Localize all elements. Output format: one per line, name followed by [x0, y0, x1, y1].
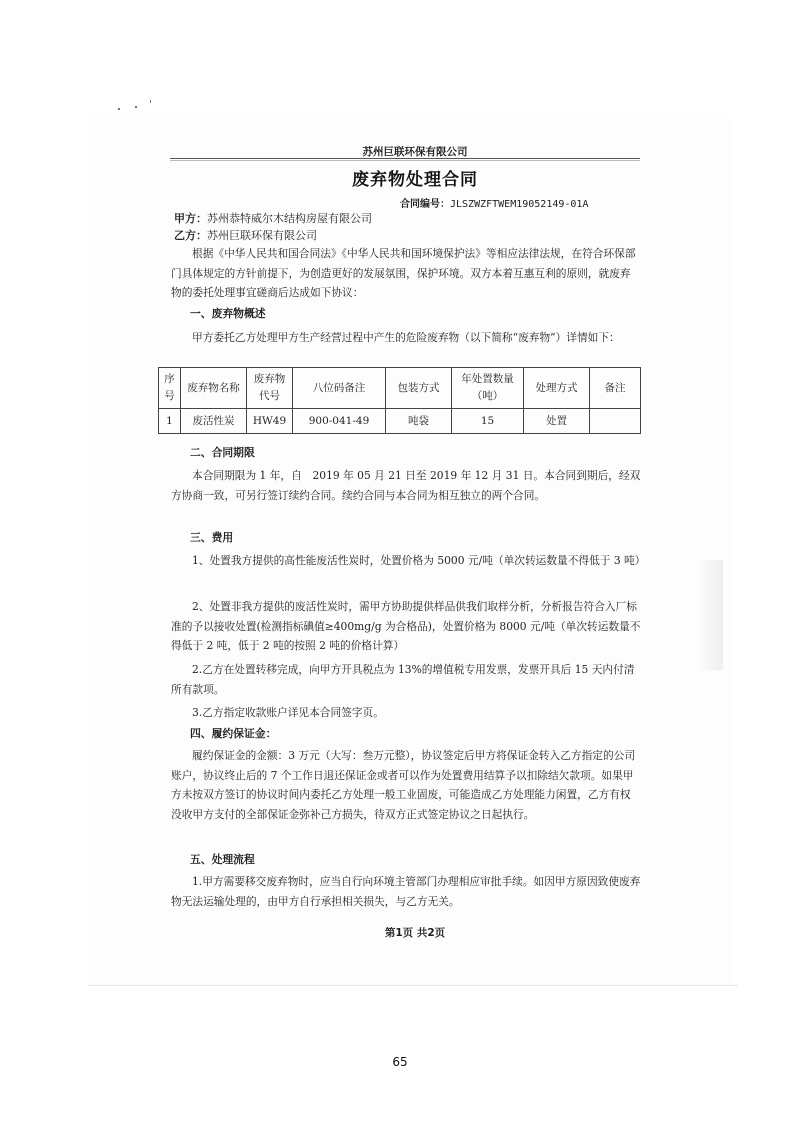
- table-header-cell: 八位码备注: [293, 368, 386, 409]
- party-a-name: 苏州恭特威尔木结构房屋有限公司: [207, 212, 372, 225]
- intro-paragraph: 根据《中华人民共和国合同法》《中华人民共和国环境保护法》等相应法律法规，在符合环保部门具体规定的方针前提下，为创造更好的发展氛围，保护环境。双方本着互惠互利的原则，就废弃物的委托处理事宜磋商后达成如下协议：: [171, 247, 636, 300]
- section-3-para-4: 3.乙方指定收款账户详见本合同签字页。: [192, 706, 384, 719]
- waste-table: [158, 367, 641, 434]
- table-row: [159, 409, 641, 434]
- contract-number: [400, 195, 588, 210]
- company-header: 苏州巨联环保有限公司: [362, 146, 468, 158]
- table-cell: HW49: [247, 409, 293, 434]
- header-rule: [170, 158, 640, 161]
- table-cell: 废活性炭: [181, 409, 247, 434]
- party-b-label: 乙方：: [174, 229, 207, 242]
- table-header-cell: 废弃物名称: [181, 368, 247, 409]
- table-header-cell: 备注: [590, 368, 641, 409]
- page-indicator: 第1页 共2页: [384, 927, 446, 939]
- scan-speck: [135, 106, 137, 108]
- party-a: [174, 210, 372, 226]
- section-1-title: 一、废弃物概述: [190, 307, 266, 320]
- section-3-title: 三、费用: [190, 531, 234, 544]
- table-cell: 15: [452, 409, 524, 434]
- table-header-cell: 处理方式: [524, 368, 590, 409]
- document-title: 废弃物处理合同: [352, 170, 478, 190]
- table-header-cell: 包装方式: [386, 368, 452, 409]
- table-cell: 处置: [524, 409, 590, 434]
- scan-edge-line: [88, 985, 738, 986]
- scan-shadow: [697, 560, 723, 670]
- table-header-cell: 废弃物代号: [247, 368, 293, 409]
- scan-speck: [118, 108, 120, 110]
- section-2-title: 二、合同期限: [190, 446, 255, 459]
- contract-number-label: 合同编号：: [400, 199, 450, 210]
- table-header-cell: 序号: [159, 368, 181, 409]
- page-number: 65: [392, 1055, 408, 1069]
- section-4-text: 履约保证金的金额：3 万元（大写：叁万元整），协议签定后甲方将保证金转入乙方指定的公司账户，协议终止后的 7 个工作日退还保证金或者可以作为处置费用结算予以扣除结欠款项。如果甲方未按双方签订的协议时间内委托乙方处理一般工业固废，可能造成乙方处理能力闲置，乙方有权没收甲方支付的全部保证金弥补己方损失，待双方正式签定协议之日起执行。: [171, 749, 636, 821]
- section-3-para-2: 2、处置非我方提供的废活性炭时，需甲方协助提供样品供我们取样分析，分析报告符合入厂标准的予以接收处置(检测指标碘值≥400mg/g 为合格品)，处置价格为 8000 元/吨（单次转运数量不得低于 2 吨，低于 2 吨的按照 2 吨的价格计算）: [171, 600, 641, 653]
- party-b: [174, 227, 317, 243]
- section-4-title: 四、履约保证金：: [190, 727, 277, 740]
- section-5-text: 1.甲方需要移交废弃物时，应当自行向环境主管部门办理相应审批手续。如因甲方原因致使废弃物无法运输处理的，由甲方自行承担相关损失，与乙方无关。: [171, 875, 641, 908]
- section-1-text: 甲方委托乙方处理甲方生产经营过程中产生的危险废弃物（以下简称“废弃物”）详情如下：: [192, 331, 620, 344]
- contract-number-value: JLSZWZFTWEM19052149-01A: [450, 199, 589, 210]
- scan-speck: [150, 100, 151, 103]
- party-a-label: 甲方：: [174, 212, 207, 225]
- table-cell: 900-041-49: [293, 409, 386, 434]
- section-3-para-3: 2.乙方在处置转移完成，向甲方开具税点为 13%的增值税专用发票，发票开具后 15 天内付清所有款项。: [171, 663, 635, 696]
- table-header-cell: 年处置数量（吨）: [452, 368, 524, 409]
- section-5-title: 五、处理流程: [190, 853, 255, 866]
- party-b-name: 苏州巨联环保有限公司: [207, 229, 317, 242]
- table-cell: [590, 409, 641, 434]
- table-header-row: [159, 368, 641, 409]
- section-3-para-1: 1、处置我方提供的高性能废活性炭时，处置价格为 5000 元/吨（单次转运数量不得低于 3 吨）: [192, 554, 646, 567]
- section-2-text: 本合同期限为 1 年，自 2019 年 05 月 21 日至 2019 年 12 月 31 日。本合同到期后，经双方协商一致，可另行签订续约合同。续约合同与本合同为相互独立的两个合同。: [171, 469, 641, 502]
- table-cell: 1: [159, 409, 181, 434]
- table-cell: 吨袋: [386, 409, 452, 434]
